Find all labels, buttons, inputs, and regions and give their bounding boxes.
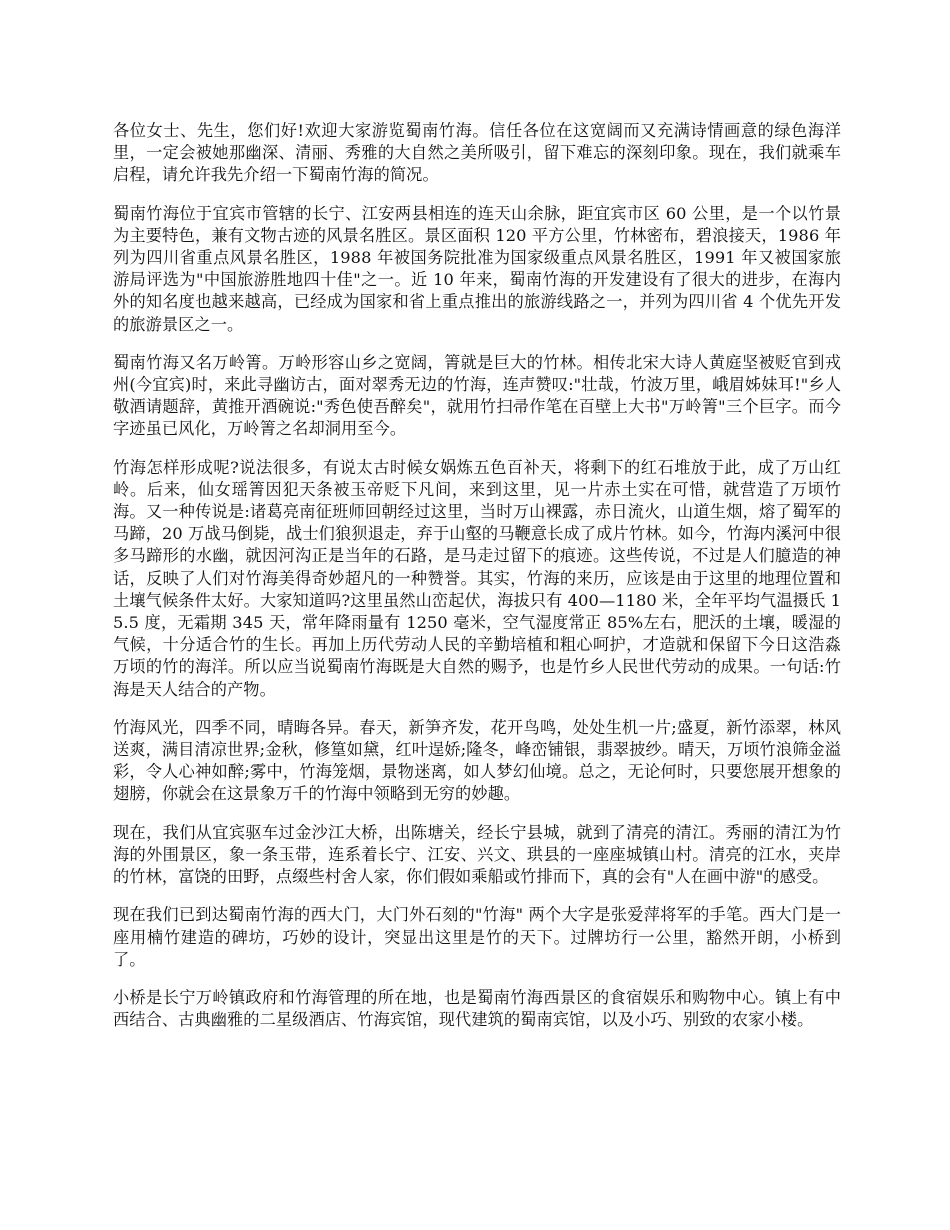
document-page [113, 120, 841, 1047]
paragraph-location: 蜀南竹海位于宜宾市管辖的长宁、江安两县相连的连天山余脉，距宜宾市区 60 公里，是一个以竹景为主要特色，兼有文物古迹的风景名胜区。景区面积 120 平方公里，竹林密布，碧浪接天，1986 年列为四川省重点风景名胜区，1988 年被国务院批准为国家级重点风景名胜区，1991 年又被国家旅游局评选为"中国旅游胜地四十佳"之一。近 10 年来，蜀南竹海的开发建设有了很大的进步，在海内外的知名度也越来越高，已经成为国家和省上重点推出的旅游线路之一，并列为四川省 4 个优先开发的旅游景区之一。 [113, 203, 841, 334]
paragraph-formation: 竹海怎样形成呢?说法很多，有说太古时候女娲炼五色百补天，将剩下的红石堆放于此，成了万山红岭。后来，仙女瑶箐因犯天条被玉帝贬下凡间，来到这里，见一片赤土实在可惜，就营造了万顷竹海。又一种传说是:诸葛亮南征班师回朝经过这里，当时万山裸露，赤日流火，山道生烟，熔了蜀军的马蹄，20 万战马倒毙，战士们狼狈退走，弃于山壑的马鞭意长成了成片竹林。如今，竹海内溪河中很多马蹄形的水幽，就因河沟正是当年的石路，是马走过留下的痕迹。这些传说，不过是人们臆造的神话，反映了人们对竹海美得奇妙超凡的一种赞誉。其实，竹海的来历，应该是由于这里的地理位置和土壤气候条件太好。大家知道吗?这里虽然山峦起伏，海拔只有 400—1180 米，全年平均气温摄氏 15.5 度，无霜期 345 天，常年降雨量有 1250 毫米，空气湿度常正 85%左右，肥沃的土壤，暖湿的气候，十分适合竹的生长。再加上历代劳动人民的辛勤培植和粗心呵护，才造就和保留下今日这浩淼万顷的竹的海洋。所以应当说蜀南竹海既是大自然的赐予，也是竹乡人民世代劳动的成果。一句话:竹海是天人结合的产物。 [113, 457, 841, 699]
paragraph-west-gate: 现在我们已到达蜀南竹海的西大门，大门外石刻的"竹海" 两个大字是张爱萍将军的手笔。西大门是一座用楠竹建造的碑坊，巧妙的设计，突显出这里是竹的天下。过牌坊行一公里，豁然开朗，小桥到了。 [113, 905, 841, 969]
paragraph-intro: 各位女士、先生，您们好!欢迎大家游览蜀南竹海。信任各位在这宽阔而又充满诗情画意的绿色海洋里，一定会被她那幽深、清丽、秀雅的大自然之美所吸引，留下难忘的深刻印象。现在，我们就乘车启程，请允许我先介绍一下蜀南竹海的简况。 [113, 121, 841, 185]
paragraph-name-origin: 蜀南竹海又名万岭箐。万岭形容山乡之宽阔，箐就是巨大的竹林。相传北宋大诗人黄庭坚被贬官到戎州(今宜宾)时，来此寻幽访古，面对翠秀无边的竹海，连声赞叹:"壮哉，竹波万里，峨眉姊妹耳!"乡人敬酒请题辞，黄推开酒碗说:"秀色使吾醉矣"，就用竹扫帚作笔在百壁上大书"万岭箐"三个巨字。而今字迹虽已风化，万岭箐之名却洞用至今。 [113, 352, 841, 439]
paragraph-seasons: 竹海风光，四季不同，晴晦各异。春天，新笋齐发，花开鸟鸣，处处生机一片;盛夏，新竹添翠，林风送爽，满目清凉世界;金秋，修篁如黛，红叶逞娇;隆冬，峰峦铺银，翡翠披纱。晴天，万顷竹浪筛金溢彩，令人心神如醉;雾中，竹海笼烟，景物迷离，如人梦幻仙境。总之，无论何时，只要您展开想象的翅膀，你就会在这景象万千的竹海中领略到无穷的妙趣。 [113, 717, 841, 804]
paragraph-qingjiang: 现在，我们从宜宾驱车过金沙江大桥，出陈塘关，经长宁县城，就到了清亮的清江。秀丽的清江为竹海的外围景区，象一条玉带，连系着长宁、江安、兴文、珙县的一座座城镇山村。清亮的江水，夹岸的竹林，富饶的田野，点缀些村舍人家，你们假如乘船或竹排而下，真的会有"人在画中游"的感受。 [113, 822, 841, 887]
paragraph-xiaoqiao: 小桥是长宁万岭镇政府和竹海管理的所在地，也是蜀南竹海西景区的食宿娱乐和购物中心。镇上有中西结合、古典幽雅的二星级酒店、竹海宾馆，现代建筑的蜀南宾馆，以及小巧、别致的农家小楼。 [113, 987, 841, 1030]
